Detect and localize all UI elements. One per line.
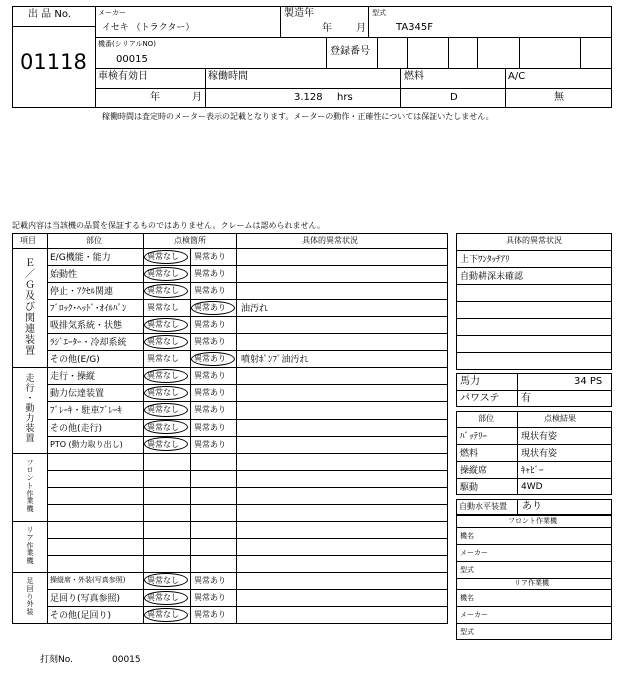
selection-circle <box>144 369 188 383</box>
model-label: 型式 <box>372 9 386 17</box>
row-part: E/G機能・能力 <box>50 253 111 264</box>
selection-circle <box>191 352 235 366</box>
selection-circle <box>144 608 188 622</box>
rear-impl-field: 型式 <box>460 627 474 636</box>
abnormal-option[interactable]: 異常あり <box>194 439 226 449</box>
pawaste-label: パワステ <box>460 393 500 404</box>
power-label: 馬力 <box>460 376 480 387</box>
selection-circle <box>144 267 188 281</box>
row-part: 吸排気系統・状態 <box>50 321 123 332</box>
selection-circle <box>144 318 188 332</box>
rear-impl-field: 機名 <box>460 593 474 602</box>
row-part <box>50 555 142 572</box>
pawaste-value: 有 <box>521 393 531 404</box>
abnormal-option[interactable]: 異常あり <box>194 303 226 313</box>
abnormal-option[interactable]: 異常あり <box>194 610 226 620</box>
row-part: 走行・操縦 <box>50 372 96 383</box>
checks-part-header: 部位 <box>478 414 494 423</box>
normal-option[interactable]: 異常なし <box>147 371 179 381</box>
insp-year: 年 <box>150 92 160 103</box>
row-part <box>50 470 142 487</box>
front-impl-field: 機名 <box>460 531 474 540</box>
rear-impl-field: メーカー <box>460 610 488 619</box>
row-part: その他(走行) <box>50 423 103 434</box>
abnormal-option[interactable]: 異常あり <box>194 388 226 398</box>
rear-header: リア作業機 <box>514 579 549 587</box>
leveler-value: あり <box>522 501 542 512</box>
abnormal-option[interactable]: 異常あり <box>194 320 226 330</box>
col-part-header: 部位 <box>86 236 102 245</box>
stamp-value: 00015 <box>112 655 141 665</box>
maker-label: メーカー <box>98 9 126 17</box>
row-part: その他(E/G) <box>50 355 100 366</box>
front-header: フロント作業機 <box>508 517 557 525</box>
abnormal-option[interactable]: 異常あり <box>194 337 226 347</box>
front-impl-field: メーカー <box>460 548 488 557</box>
normal-option[interactable]: 異常なし <box>147 575 179 585</box>
normal-option[interactable]: 異常なし <box>147 252 179 262</box>
check-part: 駆動 <box>460 483 479 493</box>
maker-value: イセキ （トラクター） <box>102 23 195 33</box>
normal-option[interactable]: 異常なし <box>147 610 179 620</box>
check-result: 現状有姿 <box>521 432 558 442</box>
row-part <box>50 538 142 555</box>
hours-unit: hrs <box>337 92 353 103</box>
col-check-header: 点検箇所 <box>174 236 206 245</box>
row-detail: 噴射ﾎﾟﾝﾌﾟ油汚れ <box>241 355 309 366</box>
selection-circle <box>144 591 188 605</box>
lot-number: 01118 <box>20 50 87 74</box>
normal-option[interactable]: 異常なし <box>147 439 179 449</box>
reg-label: 登録番号 <box>330 46 370 57</box>
check-part: ﾊﾞｯﾃﾘｰ <box>460 432 488 442</box>
abnormal-option[interactable]: 異常あり <box>194 405 226 415</box>
check-result: 現状有姿 <box>521 449 558 459</box>
group-label: フ ロ ン ト 作 業 機 <box>26 458 34 513</box>
selection-circle <box>144 403 188 417</box>
ac-value: 無 <box>554 92 564 103</box>
insp-month: 月 <box>192 92 202 103</box>
hours-note: 稼働時間は査定時のメーター表示の記載となります。メーターの動作・正確性については保証いたしません。 <box>102 112 494 121</box>
normal-option[interactable]: 異常なし <box>147 422 179 432</box>
row-part: その他(足回り) <box>50 611 112 622</box>
model-value: TA345F <box>396 22 434 33</box>
serial-label: 機番(シリアルNO) <box>98 40 156 48</box>
normal-option[interactable]: 異常なし <box>147 269 179 279</box>
row-part <box>50 521 142 538</box>
abnormal-option[interactable]: 異常あり <box>194 252 226 262</box>
normal-option[interactable]: 異常なし <box>147 405 179 415</box>
lot-label: 出 品 No. <box>28 9 71 20</box>
fuel-label: 燃料 <box>404 71 424 82</box>
check-result: 4WD <box>521 481 543 492</box>
normal-option[interactable]: 異常なし <box>147 388 179 398</box>
fuel-value: D <box>450 92 458 103</box>
normal-option[interactable]: 異常なし <box>147 286 179 296</box>
row-part: ﾌﾞﾚｰｷ・駐車ﾌﾞﾚｰｷ <box>50 406 123 417</box>
row-part <box>50 504 142 521</box>
hours-label: 稼働時間 <box>208 71 248 82</box>
checks-result-header: 点検結果 <box>544 414 576 423</box>
serial-value: 00015 <box>116 54 148 65</box>
row-part: 足回り(写真参照) <box>50 594 121 605</box>
selection-circle <box>144 335 188 349</box>
row-part <box>50 453 142 470</box>
abnormal-option[interactable]: 異常あり <box>194 286 226 296</box>
group-label: Ｅ ／ Ｇ 及 び 関 連 装 置 <box>25 258 35 358</box>
front-impl-field: 型式 <box>460 565 474 574</box>
row-part <box>50 487 142 504</box>
leveler-label: 自動水平装置 <box>459 502 507 511</box>
col-item-header: 項目 <box>20 236 36 245</box>
normal-option[interactable]: 異常なし <box>147 354 179 364</box>
selection-circle <box>144 386 188 400</box>
abnormal-option[interactable]: 異常あり <box>194 371 226 381</box>
stamp-label: 打刻No. <box>40 655 73 665</box>
row-part: ﾌﾞﾛｯｸ･ﾍｯﾄﾞ･ｵｲﾙﾊﾟﾝ <box>50 304 127 315</box>
year-label: 製造年 <box>284 8 314 19</box>
abnormal-option[interactable]: 異常あり <box>194 593 226 603</box>
normal-option[interactable]: 異常なし <box>147 337 179 347</box>
abnormal-option[interactable]: 異常あり <box>194 354 226 364</box>
abnormal-option[interactable]: 異常あり <box>194 575 226 585</box>
selection-circle <box>144 420 188 434</box>
detail-line: 自動耕深未確認 <box>460 272 524 282</box>
normal-option[interactable]: 異常なし <box>147 320 179 330</box>
row-part: 動力伝達装置 <box>50 389 105 400</box>
row-part: PTO (動力取り出し) <box>50 439 123 449</box>
row-part: 停止・ｱｸｾﾙ関連 <box>50 287 114 298</box>
row-part: ﾗｼﾞｴｰﾀｰ・冷却系統 <box>50 338 127 349</box>
hours-value: 3.128 <box>294 92 323 103</box>
group-label: 足 回 り 外 装 <box>26 577 34 617</box>
detail-line: 上下ﾜﾝﾀｯﾁｱﾘ <box>460 255 510 265</box>
selection-circle <box>144 437 188 451</box>
check-result: ｷｬﾋﾞｰ <box>521 466 544 476</box>
group-label: リ ア 作 業 機 <box>26 526 34 565</box>
group-label: 走 行 ・ 動 力 装 置 <box>25 374 35 444</box>
col-detail-header: 具体的異常状況 <box>302 236 358 245</box>
row-part: 始動性 <box>50 270 78 281</box>
row-part: 操縦席・外装(写真参照) <box>50 576 126 585</box>
year-unit: 年 <box>322 23 332 34</box>
inspection-label: 車検有効日 <box>98 71 148 82</box>
detail-header: 具体的異常状況 <box>506 236 562 245</box>
selection-circle <box>191 301 235 315</box>
ac-label: A/C <box>508 71 526 82</box>
month-unit: 月 <box>356 23 366 34</box>
selection-circle <box>144 284 188 298</box>
disclaimer: 記載内容は当該機の品質を保証するものではありません。クレームは認められません。 <box>12 221 325 230</box>
selection-circle <box>144 250 188 264</box>
normal-option[interactable]: 異常なし <box>147 303 179 313</box>
normal-option[interactable]: 異常なし <box>147 593 179 603</box>
check-part: 燃料 <box>460 449 479 459</box>
row-detail: 油汚れ <box>241 304 269 315</box>
power-value: 34 PS <box>574 376 603 387</box>
check-part: 操縦席 <box>460 466 488 476</box>
abnormal-option[interactable]: 異常あり <box>194 269 226 279</box>
abnormal-option[interactable]: 異常あり <box>194 422 226 432</box>
